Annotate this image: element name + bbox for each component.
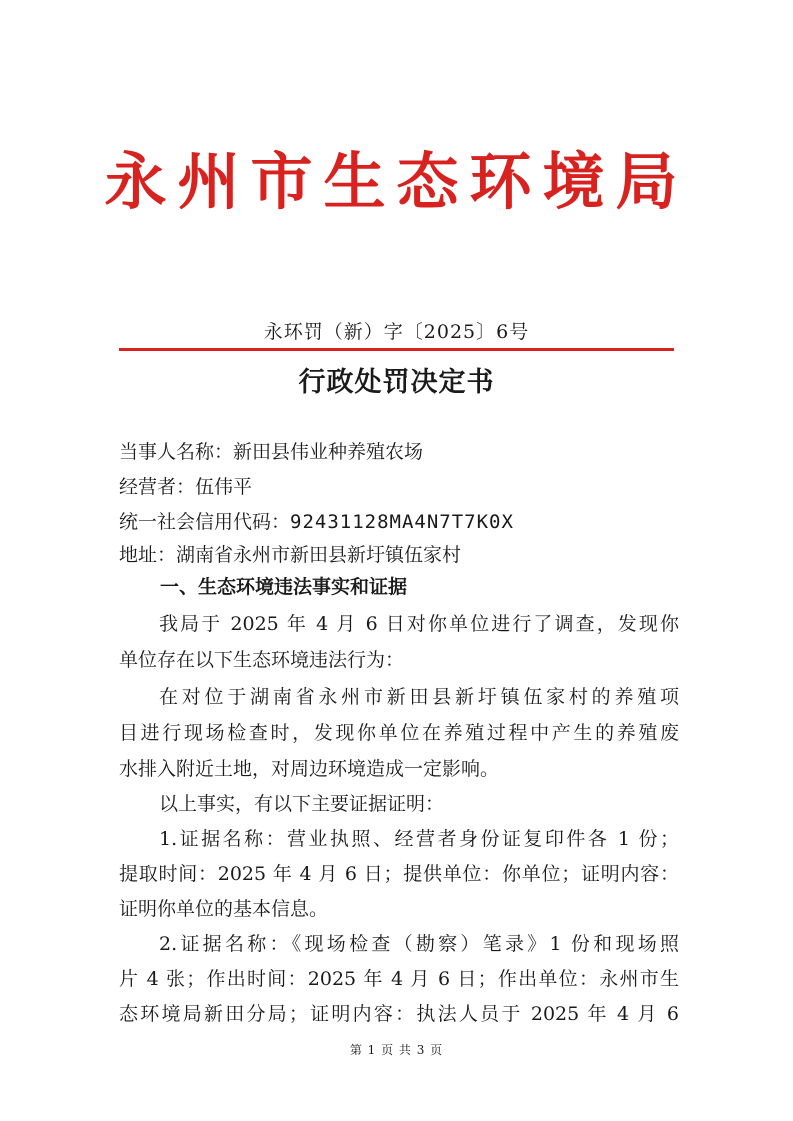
credit-code-line bbox=[119, 508, 514, 536]
document-number: 永环罚（新）字〔2025〕6号 bbox=[263, 321, 530, 343]
section-heading: 一、生态环境违法事实和证据 bbox=[160, 576, 408, 598]
body-line: 1.证据名称：营业执照、经营者身份证复印件各 1 份； bbox=[159, 828, 679, 850]
party-name-line bbox=[119, 438, 423, 466]
operator-label: 经营者： bbox=[119, 476, 196, 498]
page-footer: 第 1 页 共 3 页 bbox=[349, 1043, 444, 1057]
body-line: 提取时间：2025 年 4 月 6 日；提供单位：你单位；证明内容： bbox=[119, 863, 679, 885]
operator-value: 伍伟平 bbox=[195, 476, 253, 498]
body-line: 2.证据名称：《现场检查（勘察）笔录》1 份和现场照 bbox=[159, 933, 679, 955]
body-line: 单位存在以下生态环境违法行为： bbox=[119, 649, 405, 671]
body-line: 在对位于湖南省永州市新田县新圩镇伍家村的养殖项 bbox=[159, 686, 679, 708]
body-line: 证明你单位的基本信息。 bbox=[119, 898, 329, 920]
party-name-value: 新田县伟业种养殖农场 bbox=[233, 441, 424, 463]
red-divider-line bbox=[119, 348, 674, 351]
body-line: 目进行现场检查时，发现你单位在养殖过程中产生的养殖废 bbox=[119, 722, 679, 744]
document-title: 行政处罚决定书 bbox=[298, 367, 495, 398]
body-line: 我局于 2025 年 4 月 6 日对你单位进行了调查，发现你 bbox=[159, 613, 679, 635]
body-line: 水排入附近土地，对周边环境造成一定影响。 bbox=[119, 758, 500, 780]
party-name-label: 当事人名称： bbox=[119, 441, 234, 463]
body-line: 态环境局新田分局；证明内容：执法人员于 2025 年 4 月 6 bbox=[119, 1003, 679, 1025]
address-value: 湖南省永州市新田县新圩镇伍家村 bbox=[176, 544, 462, 566]
address-line bbox=[119, 541, 461, 569]
address-label: 地址： bbox=[119, 544, 177, 566]
credit-code-value: 92431128MA4N7T7K0X bbox=[290, 511, 514, 533]
credit-code-label: 统一社会信用代码： bbox=[119, 511, 291, 533]
body-line: 以上事实，有以下主要证据证明： bbox=[159, 793, 445, 815]
agency-title: 永州市生态环境局 bbox=[104, 145, 689, 218]
operator-line bbox=[119, 473, 252, 501]
body-line: 片 4 张；作出时间：2025 年 4 月 6 日；作出单位：永州市生 bbox=[119, 968, 679, 990]
